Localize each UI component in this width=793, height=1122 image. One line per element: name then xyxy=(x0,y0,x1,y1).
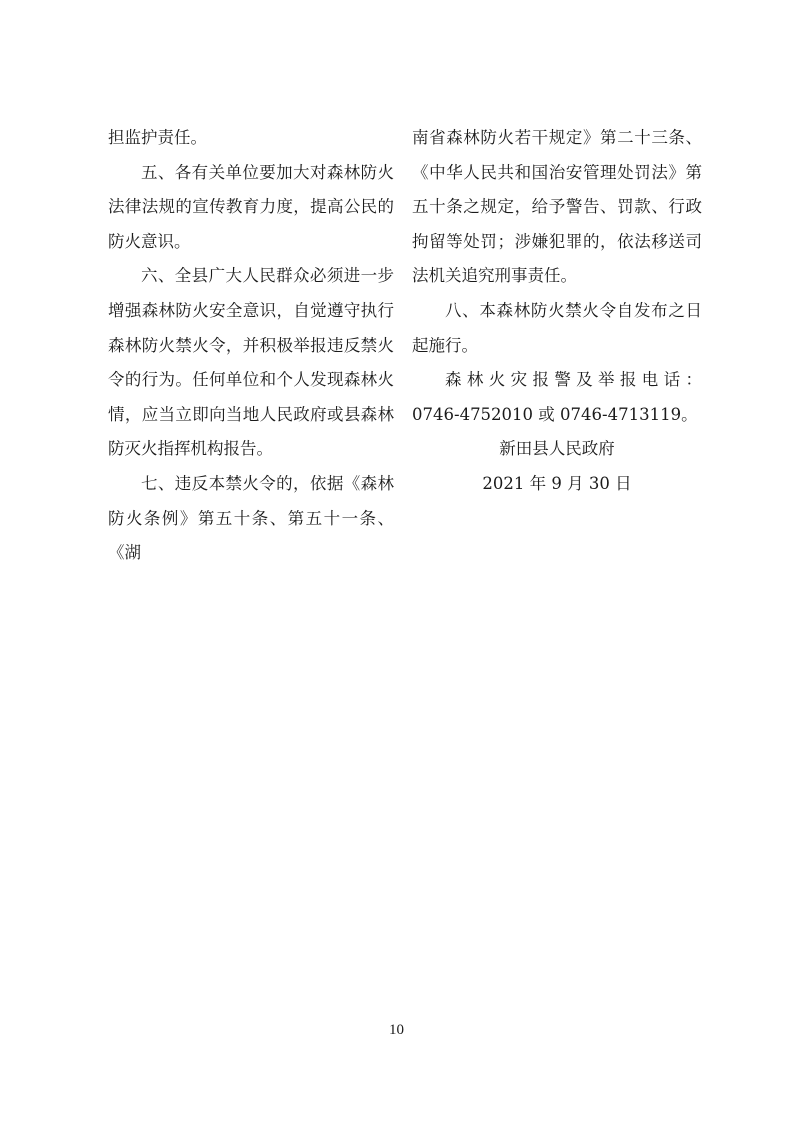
left-column xyxy=(108,121,394,571)
hotline-label: 森林火灾报警及举报电话： xyxy=(445,370,702,390)
signature: 新田县人民政府 xyxy=(499,439,615,459)
paragraph-item-7: 七、违反本禁火令的，依据《森林防火条例》第五十条、第五十一条、《湖 xyxy=(108,473,394,563)
hotline-numbers: 0746-4752010 或 0746-4713119。 xyxy=(412,404,698,424)
paragraph-item-6: 六、全县广大人民群众必须进一步增强森林防火安全意识，自觉遵守执行森林防火禁火令，并积极举报违反禁火令的行为。任何单位和个人发现森林火情，应当立即向当地人民政府或县森林防灭火指挥机构报告。 xyxy=(108,266,394,459)
paragraph-item-5: 五、各有关单位要加大对森林防火法律法规的宣传教育力度，提高公民的防火意识。 xyxy=(108,162,394,251)
right-column xyxy=(412,121,702,502)
page-number: 10 xyxy=(389,1022,404,1038)
issue-date: 2021 年 9 月 30 日 xyxy=(482,473,632,493)
paragraph-continuation: 担监护责任。 xyxy=(108,128,207,147)
paragraph-item-8: 八、本森林防火禁火令自发布之日起施行。 xyxy=(412,300,702,355)
paragraph-item-7-continued: 南省森林防火若干规定》第二十三条、《中华人民共和国治安管理处罚法》第五十条之规定，给予警告、罚款、行政拘留等处罚；涉嫌犯罪的，依法移送司法机关追究刑事责任。 xyxy=(412,128,702,286)
